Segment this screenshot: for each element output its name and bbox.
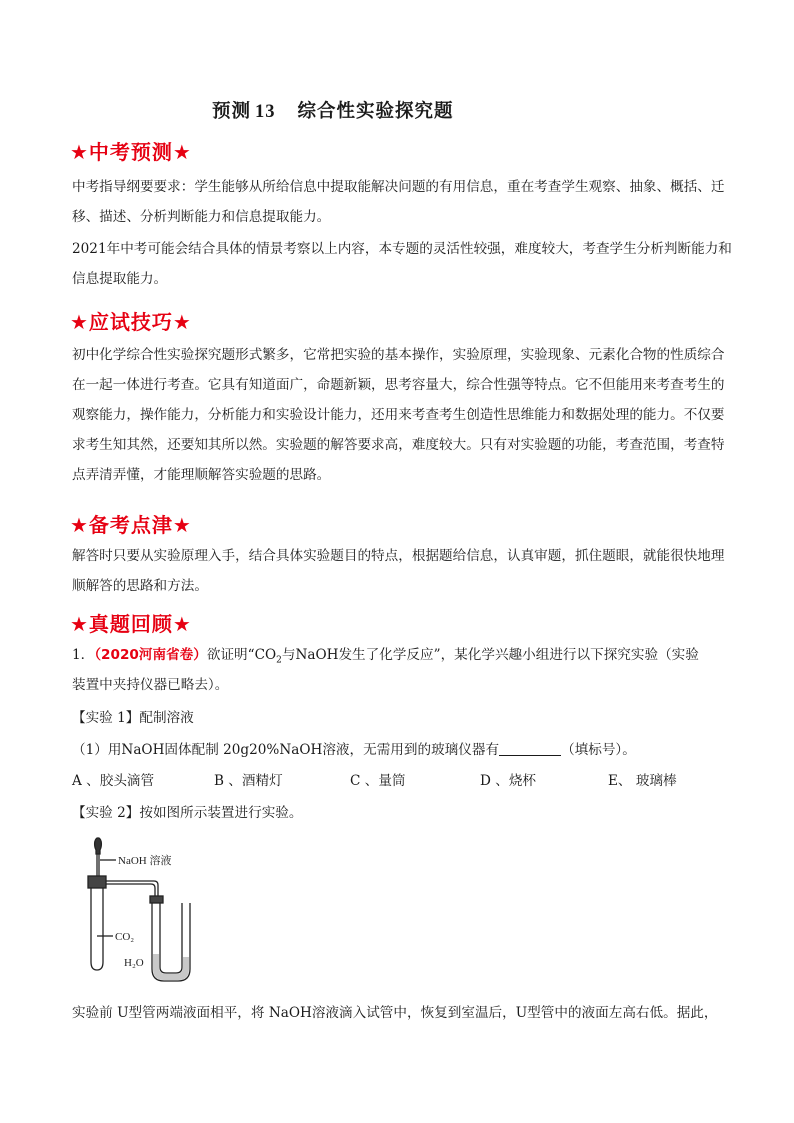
option-a: A 、胶头滴管 (72, 773, 155, 789)
prep-paragraph: 解答时只要从实验原理入手，结合具体实验题目的特点，根据题给信息，认真审题，抓住题眼，就能很快地理顺解答的思路和方法。 (72, 548, 725, 594)
forecast-paragraph-2: 2021年中考可能会结合具体的情景考察以上内容，本专题的灵活性较强，难度较大，考查学生分析判断能力和信息提取能力。 (72, 241, 732, 287)
question-stem-line-2: 装置中夹持仪器已略去）。 (72, 677, 229, 693)
section-heading-prep: ★备考点津★ (70, 513, 192, 537)
section-heading-review: ★真题回顾★ (70, 612, 192, 636)
page-title: 预测 13 综合性实验探究题 (212, 101, 454, 122)
apparatus-figure (86, 836, 216, 992)
answer-blank[interactable] (499, 741, 561, 756)
tips-paragraph: 初中化学综合性实验探究题形式繁多，它常把实验的基本操作，实验原理，实验现象、元素化合物的性质综合在一起一体进行考查。它具有知道面广，命题新颖，思考容量大，综合性强等特点。它不但能用来考查考生的观察能力，操作能力，分析能力和实验设计能力，还用来考查考生创造性思维能力和数据处理的能力。不仅要求考生知其然，还要知其所以然。实验题的解答要求高，难度较大。只有对实验题的功能，考查范围，考查特点弄清弄懂，才能理顺解答实验题的思路。 (72, 347, 725, 483)
section-heading-forecast: ★中考预测★ (70, 140, 192, 164)
options-row (72, 771, 677, 791)
part-1: （1）用NaOH固体配制 20g20%NaOH溶液，无需用到的玻璃仪器有 （填标号）。 (72, 742, 636, 758)
experiment-1-label: 【实验 1】配制溶液 (72, 710, 194, 726)
question-continuation: 实验前 U型管两端液面相平，将 NaOH溶液滴入试管中，恢复到室温后，U型管中的液面左高右低。据此， (72, 1005, 718, 1021)
option-b: B 、酒精灯 (214, 773, 283, 789)
naoh-label: NaOH 溶液 (118, 855, 172, 867)
option-c: C 、量筒 (350, 773, 406, 789)
question-stem: 1．（2020河南省卷）欲证明“$CO_2$与NaOH发生了化学反应”，某化学兴趣小组进行以下探究实验（实验 (72, 647, 699, 666)
section-heading-tips: ★应试技巧★ (70, 310, 192, 334)
forecast-paragraph-1: 中考指导纲要要求：学生能够从所给信息中提取能解决问题的有用信息，重在考查学生观察、抽象、概括、迁移、描述、分析判断能力和信息提取能力。 (72, 179, 725, 225)
question-source: （2020河南省卷） (94, 647, 207, 663)
option-d: D 、烧杯 (480, 773, 537, 789)
experiment-2-label: 【实验 2】按如图所示装置进行实验。 (72, 805, 303, 821)
co2-label: CO₂ (115, 931, 135, 943)
h2o-label: H₂O (124, 957, 144, 969)
option-e: E、 玻璃棒 (608, 773, 677, 789)
apparatus-diagram (86, 836, 216, 988)
